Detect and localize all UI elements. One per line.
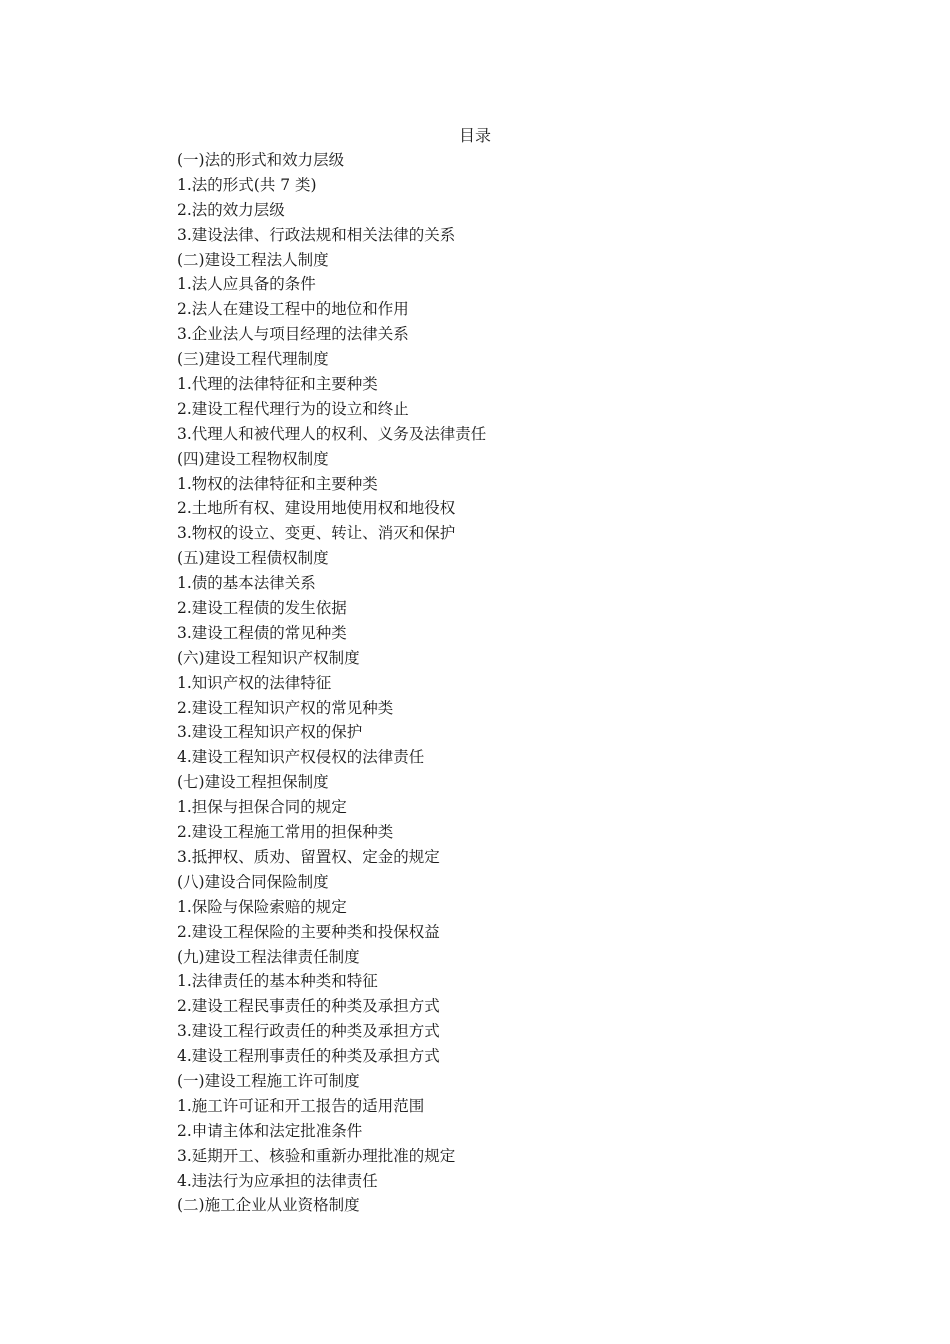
toc-item: 2.土地所有权、建设用地使用权和地役权: [177, 499, 456, 518]
toc-item: 3.抵押权、质劝、留置权、定金的规定: [177, 847, 440, 866]
toc-item: 2.建设工程知识产权的常见种类: [177, 698, 394, 717]
toc-item: 3.建设法律、行政法规和相关法律的关系: [177, 225, 456, 244]
toc-item: 3.企业法人与项目经理的法律关系: [177, 325, 409, 344]
toc-item: 1.债的基本法律关系: [177, 574, 316, 593]
toc-item: 1.担保与担保合同的规定: [177, 798, 347, 817]
toc-item: 1.法的形式(共 7 类): [177, 175, 317, 194]
toc-item: 2.建设工程民事责任的种类及承担方式: [177, 997, 440, 1016]
toc-item: 3.代理人和被代理人的权利、义务及法律责任: [177, 424, 487, 443]
toc-item: 4.建设工程刑事责任的种类及承担方式: [177, 1047, 440, 1066]
toc-item: (二)建设工程法人制度: [177, 250, 329, 269]
toc-item: (一)建设工程施工许可制度: [177, 1071, 360, 1090]
toc-item: (五)建设工程债权制度: [177, 549, 329, 568]
toc-item: (三)建设工程代理制度: [177, 350, 329, 369]
toc-item: 1.物权的法律特征和主要种类: [177, 474, 378, 493]
toc-item: 1.法人应具备的条件: [177, 275, 316, 294]
toc-list: [177, 148, 486, 1218]
toc-item: 1.法律责任的基本种类和特征: [177, 972, 378, 991]
toc-item: 1.知识产权的法律特征: [177, 673, 332, 692]
toc-item: 2.建设工程保险的主要种类和投保权益: [177, 922, 440, 941]
toc-item: 3.建设工程知识产权的保护: [177, 723, 363, 742]
toc-item: (二)施工企业从业资格制度: [177, 1196, 360, 1215]
toc-item: 3.建设工程行政责任的种类及承担方式: [177, 1022, 440, 1041]
toc-item: (九)建设工程法律责任制度: [177, 947, 360, 966]
toc-item: 1.保险与保险索赔的规定: [177, 897, 347, 916]
toc-item: (七)建设工程担保制度: [177, 773, 329, 792]
toc-item: 1.施工许可证和开工报告的适用范围: [177, 1096, 425, 1115]
toc-title: 目录: [458, 126, 491, 145]
toc-item: (六)建设工程知识产权制度: [177, 648, 360, 667]
toc-item: 1.代理的法律特征和主要种类: [177, 375, 378, 394]
toc-item: 3.物权的设立、变更、转让、消灭和保护: [177, 524, 456, 543]
toc-item: (八)建设合同保险制度: [177, 872, 329, 891]
toc-item: 2.法的效力层级: [177, 200, 285, 219]
toc-item: 2.法人在建设工程中的地位和作用: [177, 300, 409, 319]
toc-item: (四)建设工程物权制度: [177, 449, 329, 468]
toc-item: 3.延期开工、核验和重新办理批准的规定: [177, 1146, 456, 1165]
toc-item: 2.申请主体和法定批准条件: [177, 1121, 363, 1140]
toc-item: (一)法的形式和效力层级: [177, 151, 345, 169]
toc-item: 2.建设工程施工常用的担保种类: [177, 823, 394, 842]
toc-item: 3.建设工程债的常见种类: [177, 623, 347, 642]
toc-item: 4.违法行为应承担的法律责任: [177, 1171, 378, 1190]
toc-item: 4.建设工程知识产权侵权的法律责任: [177, 748, 425, 767]
toc-item: 2.建设工程债的发生依据: [177, 599, 347, 618]
toc-item: 2.建设工程代理行为的设立和终止: [177, 399, 409, 418]
